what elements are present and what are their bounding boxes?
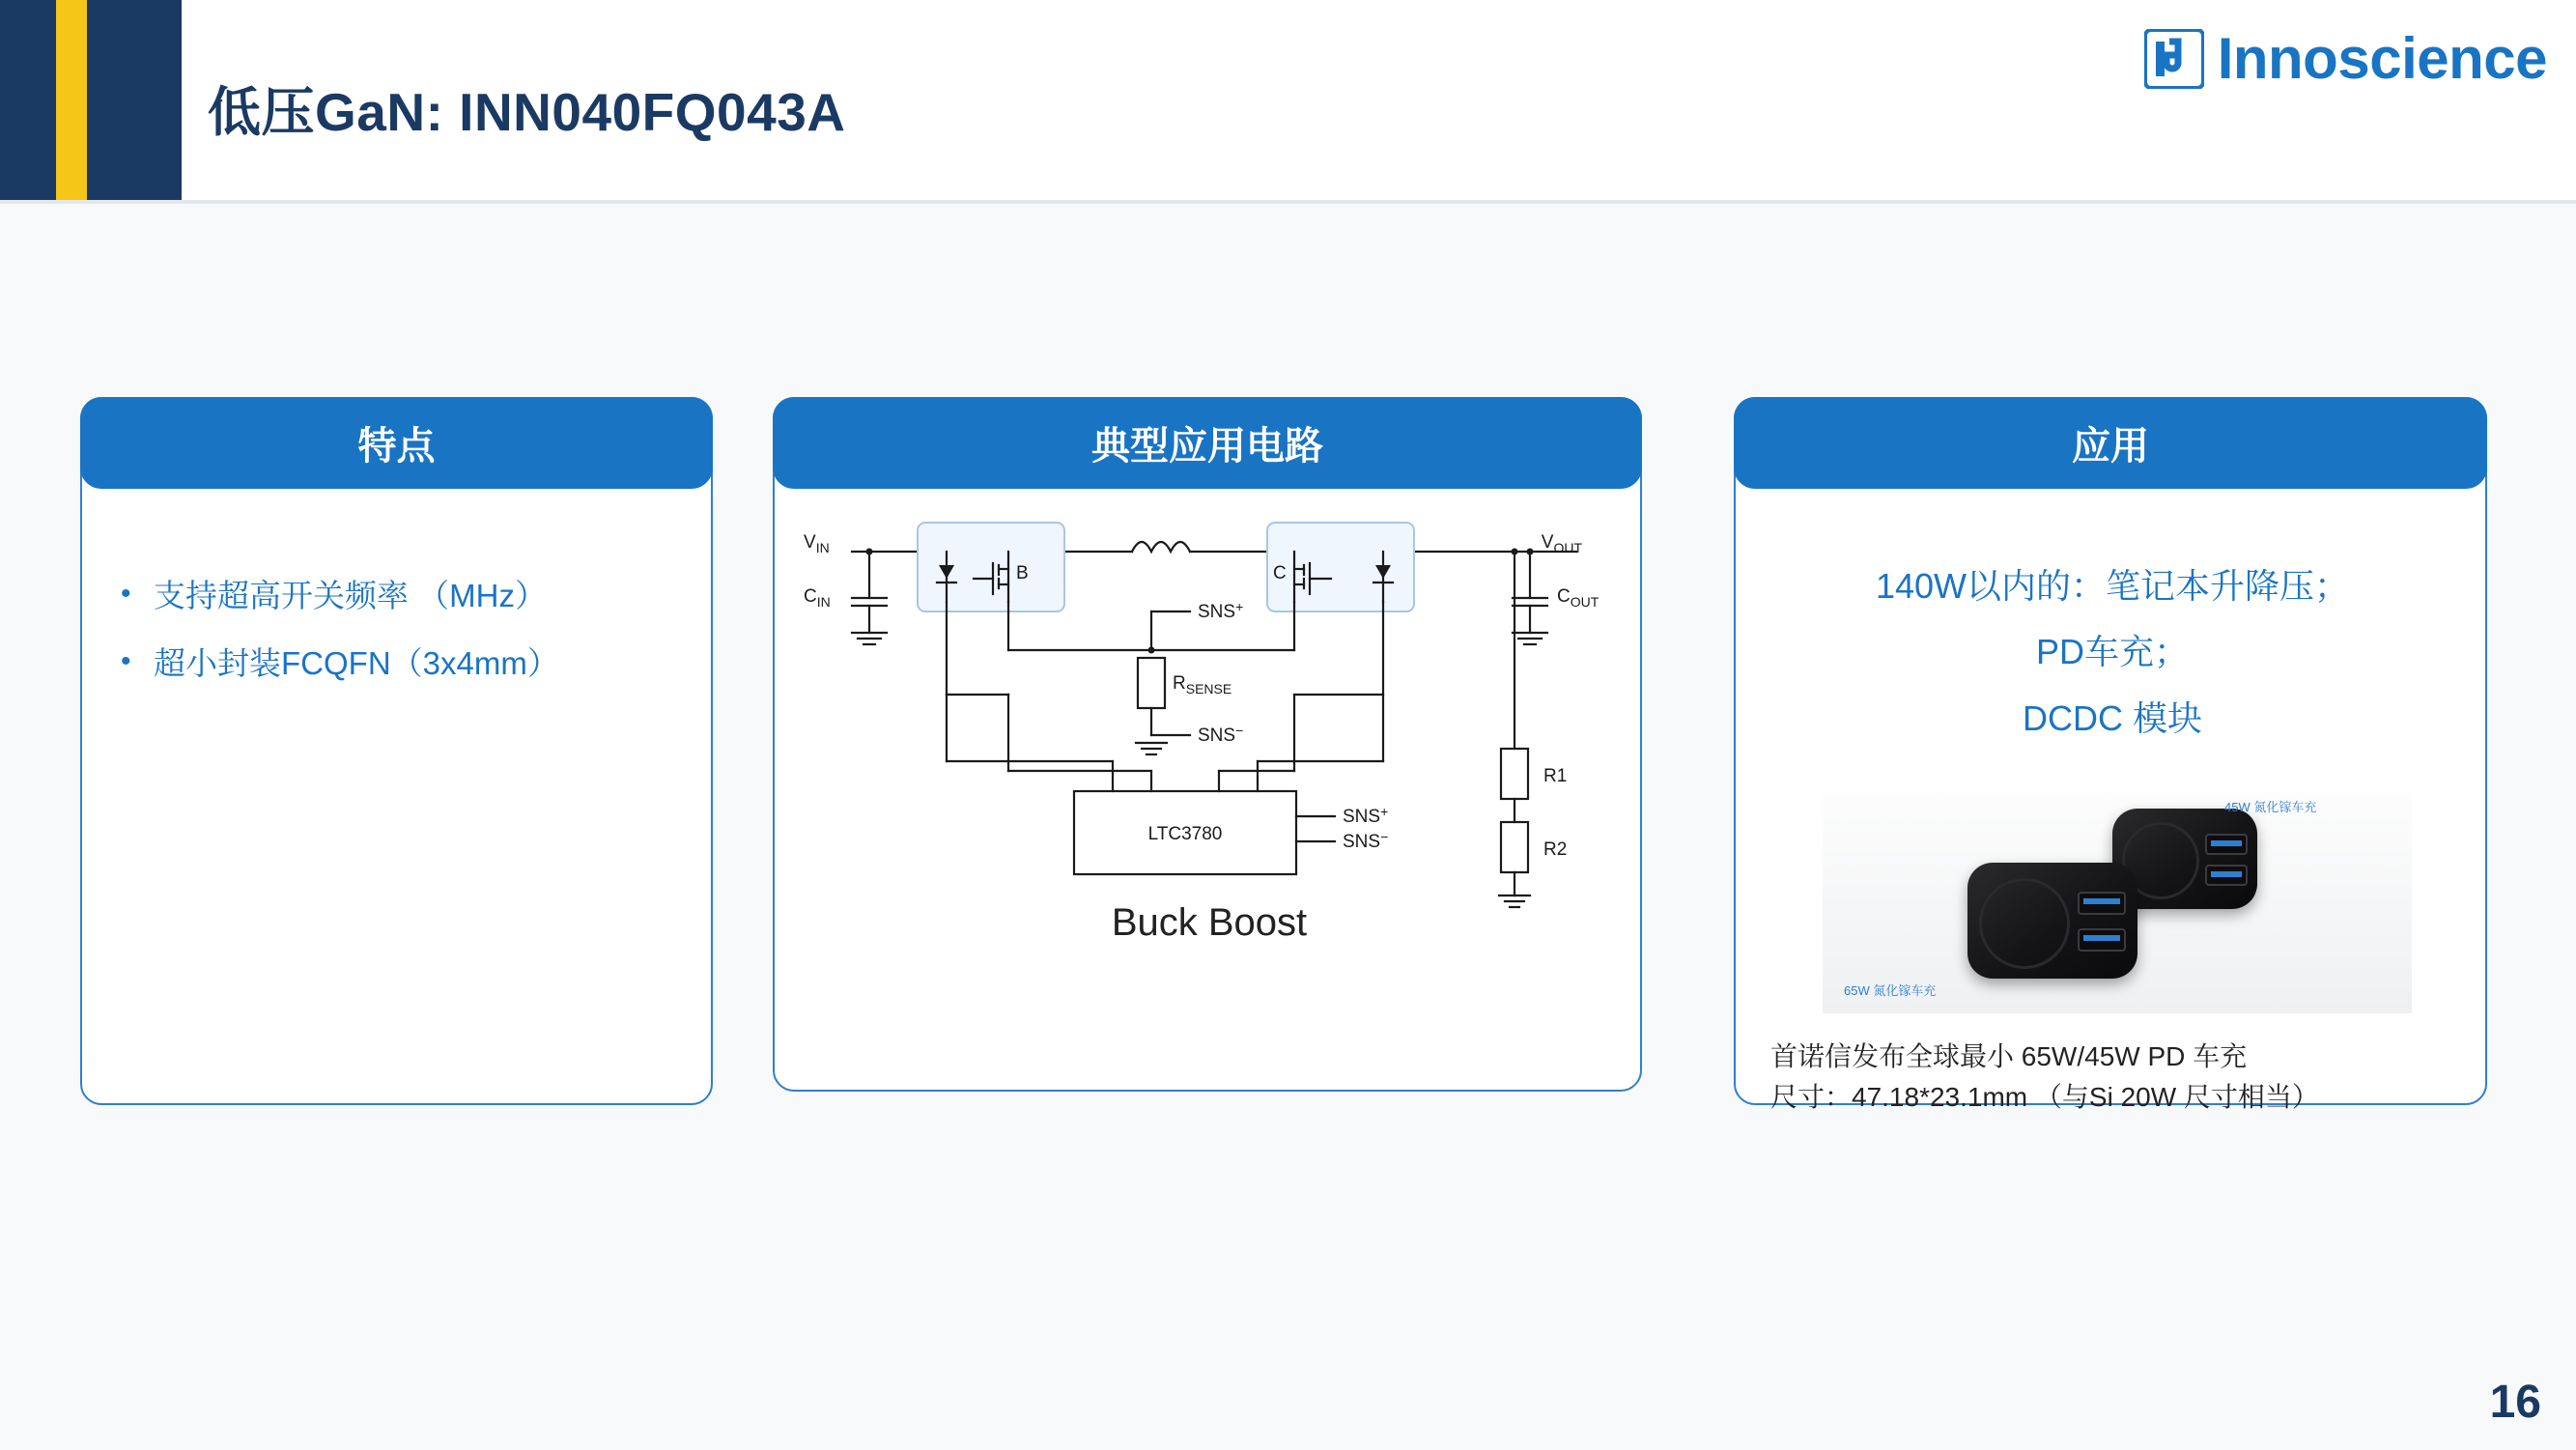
circuit-label-cin: $C_{IN}$ xyxy=(804,586,831,610)
circuit-label-vout: $V_{OUT}$ xyxy=(1541,532,1582,555)
bullet-icon: • xyxy=(121,644,131,677)
header-accent-bar-navy-right xyxy=(87,0,182,200)
slide-header xyxy=(0,0,2576,200)
circuit-label-vin: $V_{IN}$ xyxy=(804,532,830,555)
product-caption-line: 尺寸：47.18*23.1mm （与Si 20W 尺寸相当） xyxy=(1770,1082,2319,1112)
usb-port xyxy=(2078,928,2126,952)
circuit-label-ic-sns-plus: SNS+ xyxy=(1343,804,1389,827)
photo-label-45w: 45W 氮化镓车充 xyxy=(2224,800,2317,814)
panel-circuit-heading: 典型应用电路 xyxy=(773,397,1642,489)
brand-logo-text: Innoscience xyxy=(2217,26,2547,91)
feature-text: 支持超高开关频率 （MHz） xyxy=(154,578,547,613)
charger-body-ring xyxy=(1979,878,2070,969)
circuit-label-rsense: $R_{SENSE}$ xyxy=(1173,673,1232,697)
bullet-icon: • xyxy=(121,578,131,610)
page-title: 低压GaN: INN040FQ043A xyxy=(208,82,846,142)
circuit-label-r2: R2 xyxy=(1543,839,1568,860)
panel-applications xyxy=(1734,397,2487,1112)
product-caption xyxy=(1770,1037,2466,1118)
panel-typical-application-circuit xyxy=(773,397,1642,1092)
innoscience-logo-icon xyxy=(2144,29,2204,89)
product-photo xyxy=(1823,791,2412,1013)
brand-logo xyxy=(2144,26,2547,91)
page-number: 16 xyxy=(2489,1377,2541,1428)
circuit-label-cout: $C_{OUT}$ xyxy=(1557,586,1599,610)
circuit-label-switch-b: B xyxy=(1016,563,1029,583)
circuit-label-switch-c: C xyxy=(1273,563,1287,583)
application-line: 140W以内的：笔记本升降压； xyxy=(1875,566,2350,606)
feature-text: 超小封装FCQFN（3x4mm） xyxy=(154,644,559,681)
circuit-label-r1: R1 xyxy=(1543,766,1568,786)
circuit-label-ic: LTC3780 xyxy=(1147,824,1223,844)
header-accent-bar-navy-left xyxy=(0,0,56,200)
header-accent-bar-yellow xyxy=(56,0,87,200)
product-caption-line: 首诺信发布全球最小 65W/45W PD 车充 xyxy=(1770,1041,2248,1071)
circuit-label-ic-sns-minus: SNS− xyxy=(1343,829,1389,852)
application-line: DCDC 模块 xyxy=(2023,697,2202,738)
usb-port xyxy=(2078,892,2126,915)
application-list xyxy=(1736,554,2489,752)
application-line: PD车充； xyxy=(2035,632,2189,672)
list-item xyxy=(121,573,681,619)
circuit-caption: Buck Boost xyxy=(1111,901,1308,944)
list-item xyxy=(121,640,681,687)
panel-applications-heading: 应用 xyxy=(1734,397,2487,489)
circuit-label-sns-plus: SNS+ xyxy=(1198,599,1244,622)
charger-65w xyxy=(1967,863,2137,979)
panel-features-heading: 特点 xyxy=(80,397,713,489)
panel-features xyxy=(80,397,713,1105)
feature-list xyxy=(121,573,681,708)
usb-port xyxy=(2205,865,2248,886)
circuit-label-sns-minus: SNS− xyxy=(1198,723,1244,746)
circuit-diagram xyxy=(784,505,1634,959)
usb-port xyxy=(2205,834,2248,855)
photo-label-65w: 65W 氮化镓车充 xyxy=(1844,983,1937,998)
